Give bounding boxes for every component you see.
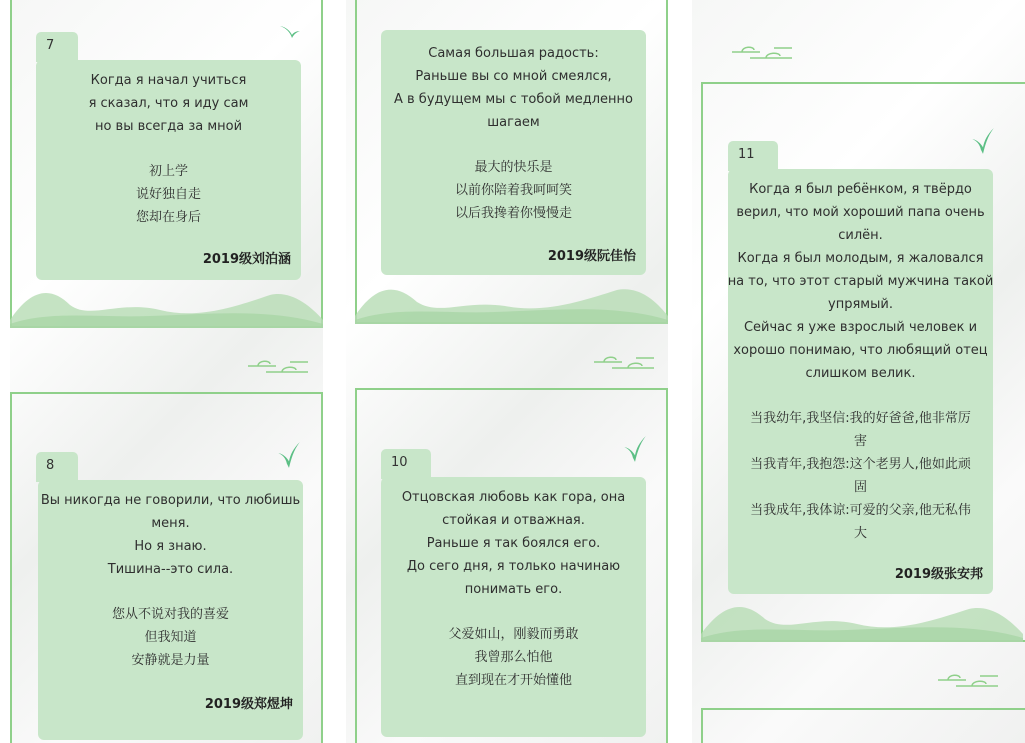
ru-line: Когда я был молодым, я жаловался — [737, 251, 984, 266]
ru-line: упрямый. — [828, 297, 893, 312]
zh-line: 但我知道 — [144, 630, 197, 645]
ru-line: Но я знаю. — [134, 539, 207, 554]
card-number-tab — [381, 449, 431, 479]
zh-line: 害 — [853, 434, 867, 449]
zh-line: 说好独自走 — [135, 187, 201, 202]
ru-line: Когда я начал учиться — [90, 73, 247, 88]
ru-line: на то, что этот старый мужчина такой — [727, 274, 994, 289]
ru-line: Сейчас я уже взрослый человек и — [743, 320, 978, 335]
ru-line: верил, что мой хороший папа очень — [736, 205, 985, 220]
zh-line: 以前你陪着我呵呵笑 — [454, 183, 572, 198]
ru-line: силён. — [838, 228, 883, 243]
zh-line: 安静就是力量 — [131, 653, 210, 668]
card-number: 10 — [391, 455, 408, 470]
ru-line: Тишина--это сила. — [107, 562, 234, 577]
zh-line: 当我成年,我体谅:可爱的父亲,他无私伟 — [750, 503, 971, 518]
ru-line: Раньше я так боялся его. — [426, 536, 601, 551]
signature: 2019级阮佳怡 — [547, 249, 636, 264]
signature: 2019级郑煜坤 — [204, 697, 293, 712]
card-9 — [381, 30, 646, 275]
signature: 2019级刘泊涵 — [202, 252, 291, 267]
ru-line: хорошо понимаю, что любящий отец — [733, 343, 988, 358]
swallow-icon — [970, 126, 996, 156]
ru-line: я сказал, что я иду сам — [88, 96, 249, 111]
card-number-tab — [728, 141, 778, 171]
cloud-icon — [592, 354, 656, 372]
card-10 — [381, 477, 646, 737]
ru-line: слишком велик. — [805, 366, 916, 381]
card-8 — [38, 480, 303, 740]
card-number-tab — [36, 452, 78, 482]
card-number-tab — [36, 32, 78, 62]
swallow-icon — [276, 440, 302, 470]
ru-line: Вы никогда не говорили, что любишь — [40, 493, 301, 508]
ru-line: Самая большая радость: — [428, 46, 599, 61]
hills-decoration — [355, 278, 668, 324]
ru-line: понимать его. — [464, 582, 563, 597]
ru-line: стойкая и отважная. — [442, 513, 585, 528]
card-7 — [36, 60, 301, 280]
column-middle — [346, 0, 668, 743]
signature: 2019级张安邦 — [894, 567, 983, 582]
zh-line: 以后我搀着你慢慢走 — [454, 206, 572, 221]
card-11 — [728, 169, 993, 594]
column-right — [692, 0, 1025, 743]
zh-line: 大 — [853, 526, 867, 541]
zh-line: 固 — [853, 480, 867, 495]
hills-decoration — [10, 280, 323, 328]
zh-line: 您却在身后 — [135, 210, 201, 225]
ru-line: но вы всегда за мной — [94, 119, 243, 134]
zh-line: 初上学 — [148, 164, 188, 179]
ru-line: Отцовская любовь как гора, она — [401, 490, 626, 505]
cloud-icon — [936, 672, 1000, 690]
cloud-icon — [246, 358, 310, 376]
cloud-icon — [730, 44, 794, 62]
swallow-icon — [622, 434, 648, 464]
card-number: 7 — [46, 38, 55, 53]
hills-decoration — [701, 594, 1023, 642]
ru-line: меня. — [151, 516, 190, 531]
zh-line: 最大的快乐是 — [474, 160, 553, 175]
column-left — [10, 0, 323, 743]
zh-line: 您从不说对我的喜爱 — [111, 607, 229, 622]
zh-line: 我曾那么怕他 — [474, 650, 553, 665]
zh-line: 直到现在才开始懂他 — [454, 673, 572, 688]
swallow-icon — [278, 22, 302, 46]
zh-line: 当我青年,我抱怨:这个老男人,他如此顽 — [750, 457, 971, 472]
panel-card-12 — [701, 708, 1025, 743]
card-number: 11 — [738, 147, 755, 162]
card-number: 8 — [46, 458, 55, 473]
ru-line: До сего дня, я только начинаю — [406, 559, 621, 574]
zh-line: 父爱如山，刚毅而勇敢 — [448, 627, 579, 642]
ru-line: А в будущем мы с тобой медленно — [393, 92, 633, 107]
ru-line: Раньше вы со мной смеялся, — [415, 69, 612, 84]
ru-line: Когда я был ребёнком, я твёрдо — [749, 182, 972, 197]
ru-line: шагаем — [487, 115, 540, 130]
zh-line: 当我幼年,我坚信:我的好爸爸,他非常厉 — [750, 411, 971, 426]
